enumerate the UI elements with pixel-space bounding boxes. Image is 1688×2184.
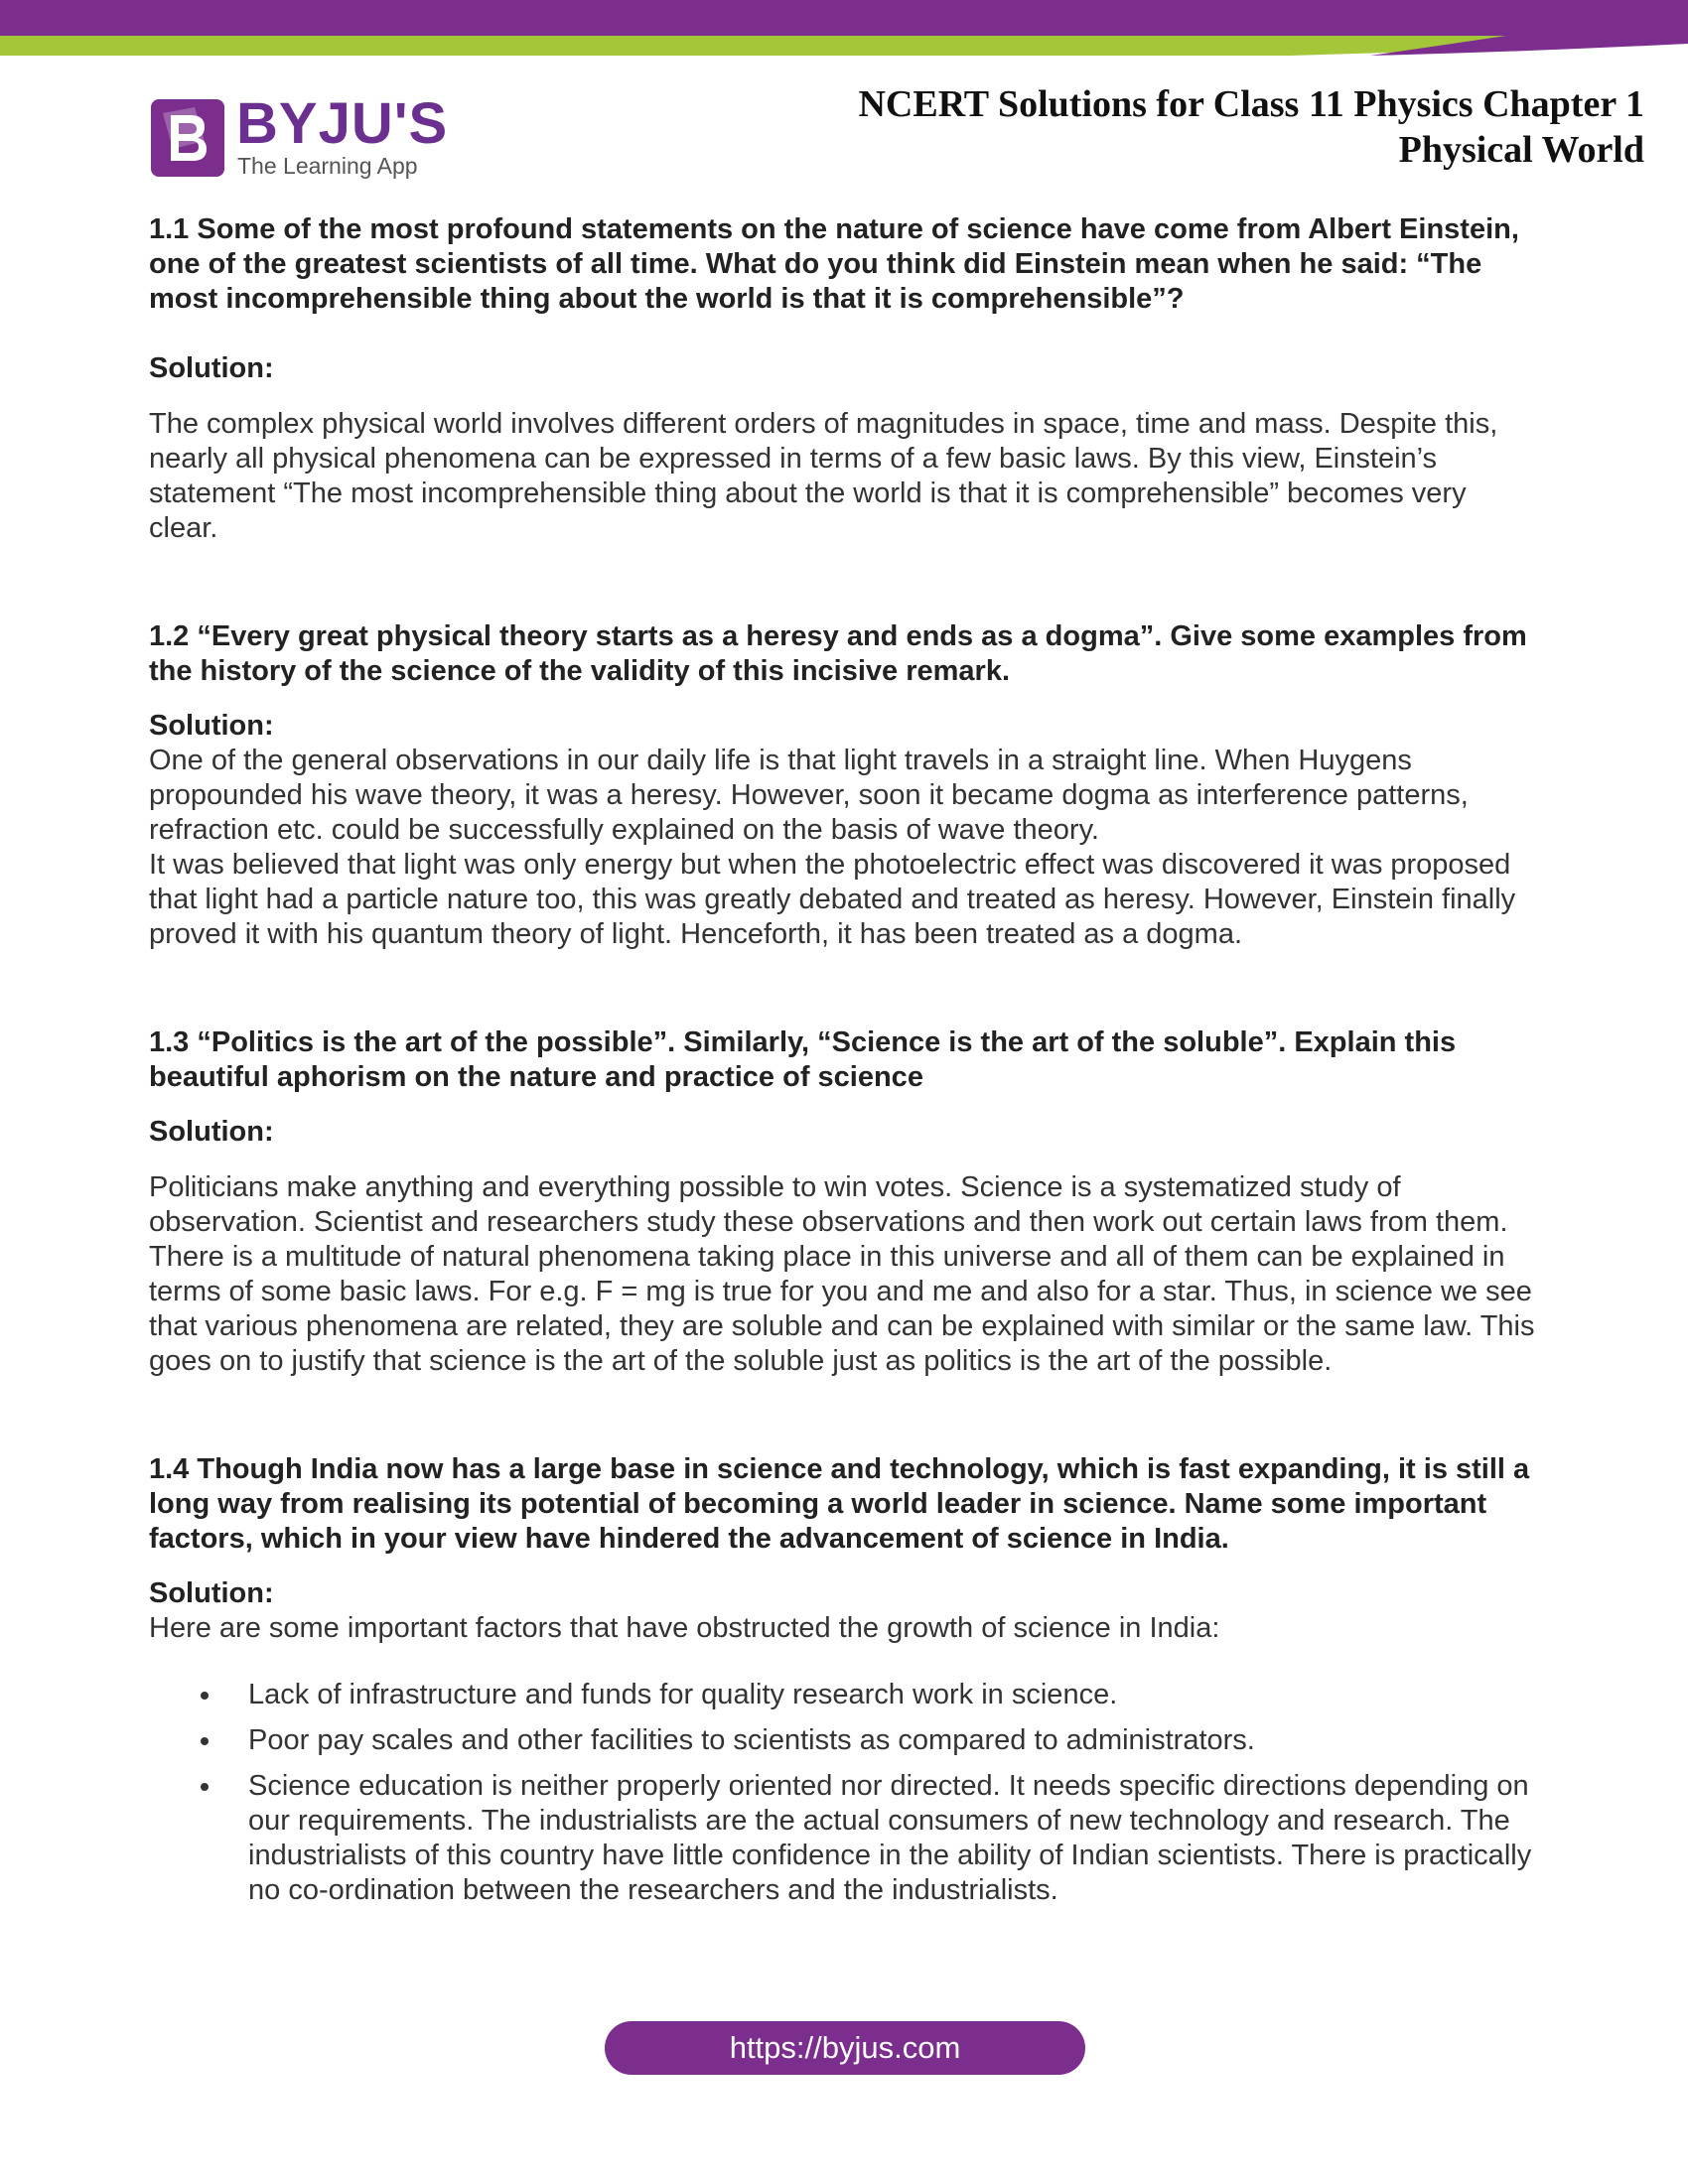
list-item xyxy=(149,1678,1539,1712)
question-text: 1.1 Some of the most profound statements on the nature of science have come from Albert Einstein, one of the greatest scientists of all time. What do you think did Einstein mean when he said: “The most incomprehensible thing about the world is that it is comprehensible”? xyxy=(149,213,1519,315)
question-section-1-4 xyxy=(149,1452,1539,1908)
list-item xyxy=(149,1723,1539,1758)
top-decorative-bands xyxy=(0,0,1688,60)
list-item-text: Lack of infrastructure and funds for quality research work in science. xyxy=(248,1679,1118,1710)
solution-label: Solution: xyxy=(149,710,274,742)
byjus-logo xyxy=(149,91,449,181)
logo-wordmark: BYJU'S xyxy=(236,91,449,156)
page-title-line-1: NCERT Solutions for Class 11 Physics Chapter 1 xyxy=(858,83,1644,125)
purple-band xyxy=(0,0,1688,36)
solution-label: Solution: xyxy=(149,1116,274,1148)
solution-paragraph: Here are some important factors that have obstructed the growth of science in India: xyxy=(149,1612,1220,1644)
question-text: 1.4 Though India now has a large base in science and technology, which is fast expanding, it is still a long way from realising its potential of becoming a world leader in science. Name some important factors, which in your view have hindered the advancement of science in India. xyxy=(149,1453,1530,1555)
footer-url-link[interactable]: https://byjus.com xyxy=(605,2021,1085,2075)
logo-tagline: The Learning App xyxy=(237,153,418,179)
bullet-icon xyxy=(201,1692,209,1700)
page-title xyxy=(858,81,1644,173)
page-title-line-2: Physical World xyxy=(1398,129,1644,171)
factors-list xyxy=(149,1678,1539,1908)
solution-paragraph: Politicians make anything and everything possible to win votes. Science is a systematized study of observation. Scientist and researchers study these observations and then work out certain laws from them. There is a multitude of natural phenomena taking place in this universe and all of them can be explained in terms of some basic laws. For e.g. F = mg is true for you and me and also for a star. Thus, in science we see that various phenomena are related, they are soluble and can be explained with similar or the same law. This goes on to justify that science is the art of the soluble just as politics is the art of the possible. xyxy=(149,1171,1535,1377)
question-text: 1.3 “Politics is the art of the possible”. Similarly, “Science is the art of the soluble”. Explain this beautiful aphorism on the nature and practice of science xyxy=(149,1026,1457,1093)
solution-label: Solution: xyxy=(149,352,274,384)
document-body xyxy=(149,212,1539,1919)
question-section-1-3 xyxy=(149,1025,1539,1379)
solution-paragraph: One of the general observations in our daily life is that light travels in a straight line. When Huygens propounded his wave theory, it was a heresy. However, soon it became dogma as interference patterns, refraction etc. could be successfully explained on the basis of wave theory. xyxy=(149,745,1469,846)
list-item-text: Science education is neither properly oriented nor directed. It needs specific directions depending on our requirements. The industrialists are the actual consumers of new technology and research. The industrialists of this country have little confidence in the ability of Indian scientists. There is practically no co-ordination between the researchers and the industrialists. xyxy=(248,1770,1532,1906)
question-section-1-1 xyxy=(149,212,1539,546)
solution-label: Solution: xyxy=(149,1577,274,1609)
solution-paragraph: The complex physical world involves different orders of magnitudes in space, time and mass. Despite this, nearly all physical phenomena can be expressed in terms of a few basic laws. By this view, Einstein’s statement “The most incomprehensible thing about the world is that it is comprehensible” becomes very clear. xyxy=(149,408,1498,544)
byjus-b-logo-icon xyxy=(149,97,226,179)
list-item xyxy=(149,1769,1539,1908)
bullet-icon xyxy=(201,1783,209,1791)
question-section-1-2 xyxy=(149,619,1539,952)
solution-paragraph: It was believed that light was only energy but when the photoelectric effect was discovered it was proposed that light had a particle nature too, this was greatly debated and treated as heresy. However, Einstein finally proved it with his quantum theory of light. Henceforth, it has been treated as a dogma. xyxy=(149,849,1516,950)
list-item-text: Poor pay scales and other facilities to scientists as compared to administrators. xyxy=(248,1724,1255,1756)
question-text: 1.2 “Every great physical theory starts as a heresy and ends as a dogma”. Give some examples from the history of the science of the validity of this incisive remark. xyxy=(149,620,1527,687)
bullet-icon xyxy=(201,1737,209,1745)
